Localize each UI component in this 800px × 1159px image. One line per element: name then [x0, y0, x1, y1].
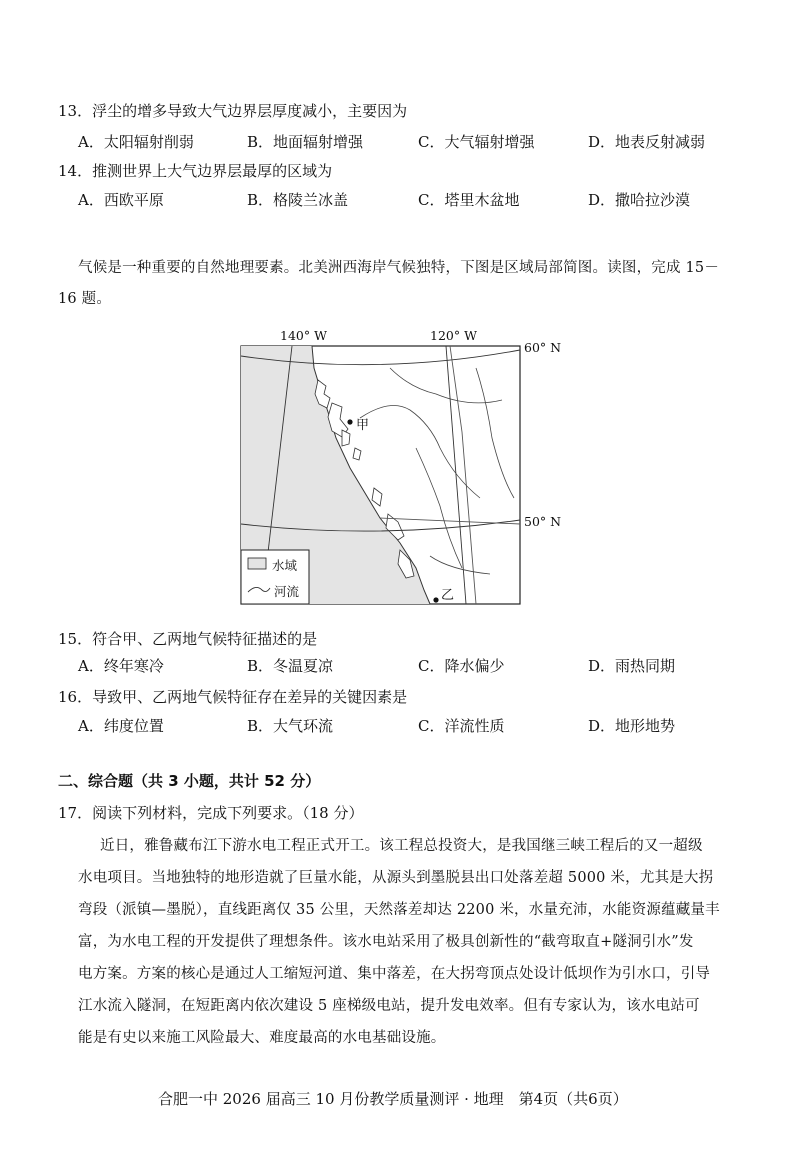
q17-para-line-3: 弯段（派镇—墨脱），直线距离仅 35 公里，天然落差却达 2200 米，水量充沛，水能资源蕴藏量丰 — [78, 902, 720, 918]
q17-para-line-6: 江水流入隧洞，在短距离内依次建设 5 座梯级电站，提升发电效率。但有专家认为，该水电站可 — [78, 998, 700, 1014]
q16-option-c: C．洋流性质 — [418, 717, 505, 735]
q13-option-b: B．地面辐射增强 — [247, 133, 364, 151]
north-america-west-coast-map — [240, 328, 562, 608]
q14-option-d: D．撒哈拉沙漠 — [588, 191, 691, 209]
q14-option-b: B．格陵兰冰盖 — [247, 191, 349, 209]
intro-line-2: 16 题。 — [58, 291, 112, 307]
question-13-stem: 13．浮尘的增多导致大气边界层厚度减小，主要因为 — [58, 102, 408, 120]
q13-option-c: C．大气辐射增强 — [418, 133, 535, 151]
label-140w: 140° W — [280, 328, 327, 343]
q16-option-b: B．大气环流 — [247, 717, 334, 735]
label-jia: 甲 — [356, 418, 370, 433]
page-footer: 合肥一中 2026 届高三 10 月份教学质量测评 · 地理 第4页（共6页） — [158, 1090, 628, 1108]
question-17-stem: 17．阅读下列材料，完成下列要求。（18 分） — [58, 804, 364, 822]
q17-para-line-2: 水电项目。当地独特的地形造就了巨量水能，从源头到墨脱县出口处落差超 5000 米，尤其是大拐 — [78, 870, 714, 886]
question-16-stem: 16．导致甲、乙两地气候特征存在差异的关键因素是 — [58, 688, 408, 706]
q13-option-a: A．太阳辐射削弱 — [78, 133, 194, 151]
location-jia-marker — [347, 419, 352, 424]
q17-para-line-4: 富，为水电工程的开发提供了理想条件。该水电站采用了极具创新性的“截弯取直+隧洞引水”发 — [78, 934, 694, 950]
q17-para-line-1: 近日，雅鲁藏布江下游水电工程正式开工。该工程总投资大，是我国继三峡工程后的又一超级 — [100, 838, 703, 854]
label-50n: 50° N — [524, 514, 562, 529]
question-15-stem: 15．符合甲、乙两地气候特征描述的是 — [58, 630, 318, 648]
q14-option-c: C．塔里木盆地 — [418, 191, 520, 209]
section-2-title: 二、综合题（共 3 小题，共计 52 分） — [58, 772, 321, 790]
q16-option-d: D．地形地势 — [588, 717, 676, 735]
q17-para-line-7: 能是有史以来施工风险最大、难度最高的水电基础设施。 — [78, 1030, 446, 1046]
q15-option-a: A．终年寒冷 — [78, 657, 164, 675]
intro-line-1: 气候是一种重要的自然地理要素。北美洲西海岸气候独特，下图是区域局部简图。读图，完成 15－ — [78, 260, 720, 276]
q13-option-d: D．地表反射减弱 — [588, 133, 706, 151]
q15-option-c: C．降水偏少 — [418, 657, 505, 675]
q14-option-a: A．西欧平原 — [78, 191, 164, 209]
location-yi-marker — [433, 597, 438, 602]
legend-water-swatch — [248, 558, 266, 569]
legend-water-label: 水域 — [272, 558, 298, 573]
q17-para-line-5: 电方案。方案的核心是通过人工缩短河道、集中落差，在大拐弯顶点处设计低坝作为引水口，引导 — [78, 966, 711, 982]
legend-river-label: 河流 — [274, 584, 300, 599]
q16-option-a: A．纬度位置 — [78, 717, 164, 735]
q15-option-d: D．雨热同期 — [588, 657, 676, 675]
label-60n: 60° N — [524, 340, 562, 355]
label-120w: 120° W — [430, 328, 477, 343]
q15-option-b: B．冬温夏凉 — [247, 657, 334, 675]
label-yi: 乙 — [441, 588, 455, 603]
question-14-stem: 14．推测世界上大气边界层最厚的区域为 — [58, 162, 333, 180]
